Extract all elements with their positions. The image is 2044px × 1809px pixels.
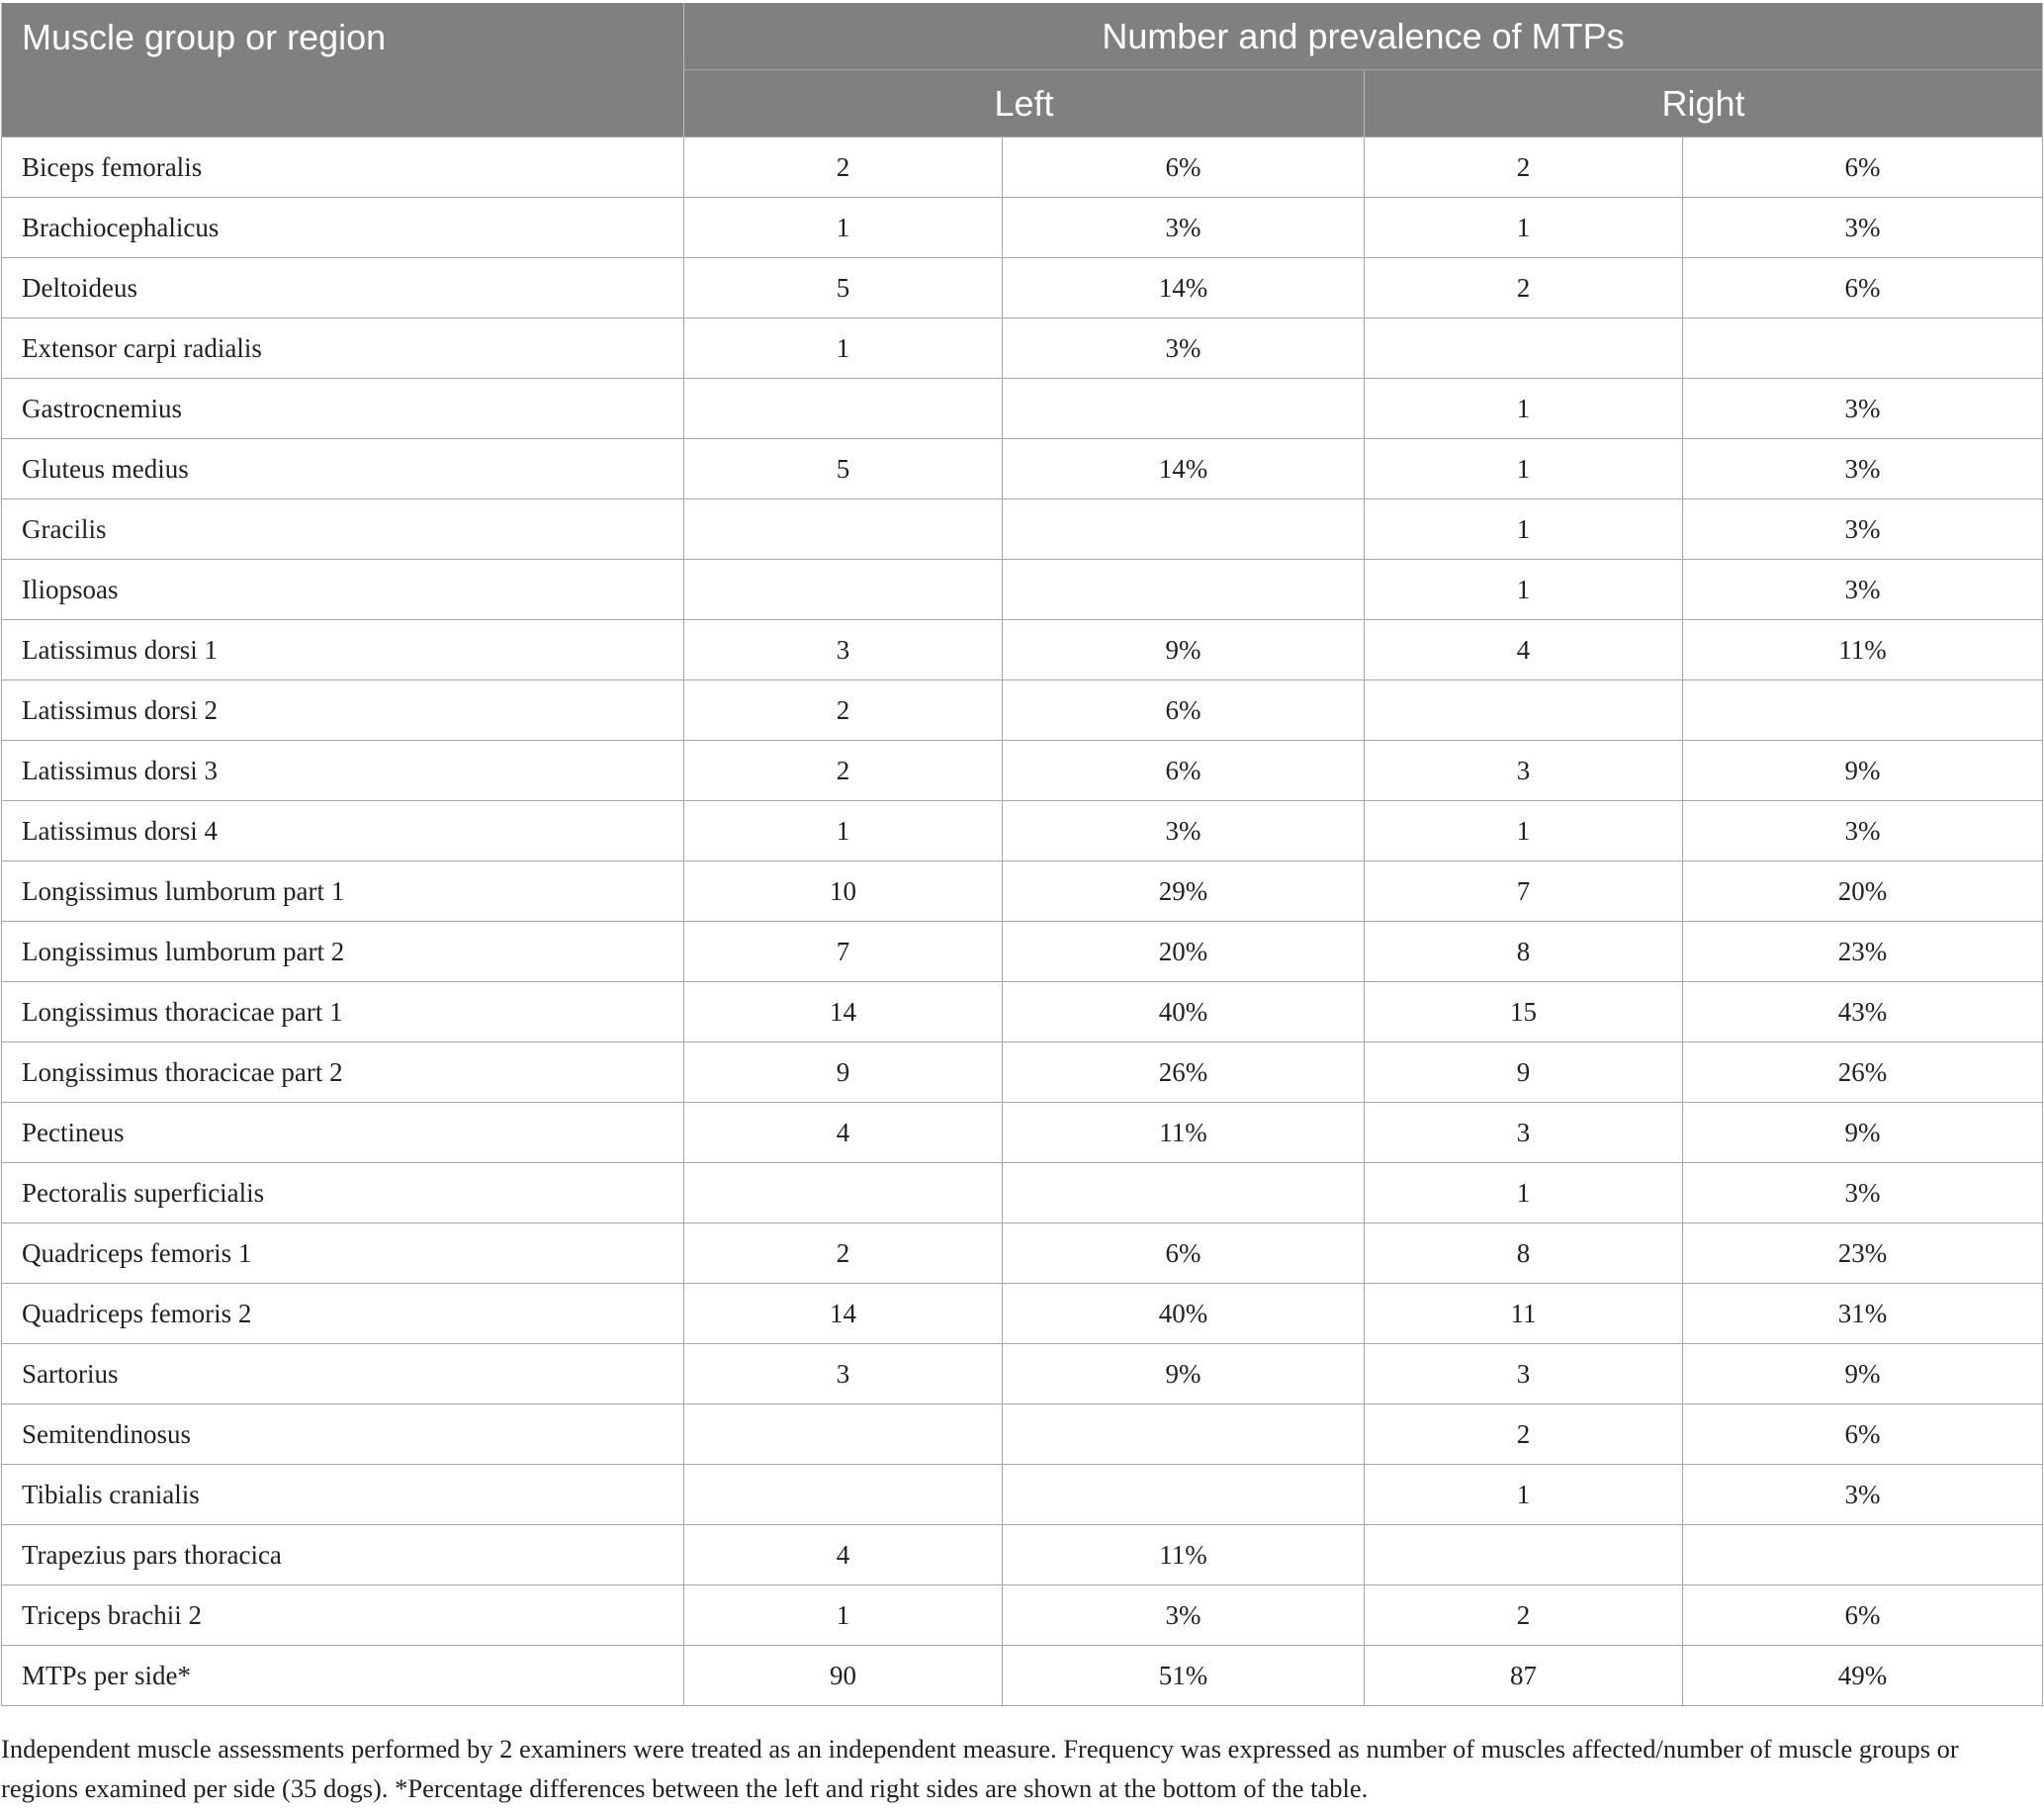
left-count-cell: 5 (684, 439, 1003, 499)
table-row (2, 198, 2043, 258)
left-percent-cell: 3% (1003, 1585, 1365, 1646)
table-row (2, 982, 2043, 1042)
table-row (2, 499, 2043, 560)
left-count-cell (684, 379, 1003, 439)
muscle-name-cell: Longissimus lumborum part 2 (2, 922, 684, 982)
right-count-cell: 9 (1365, 1042, 1683, 1103)
left-percent-cell: 14% (1003, 258, 1365, 318)
right-count-cell: 1 (1365, 1465, 1683, 1525)
left-percent-cell: 9% (1003, 1344, 1365, 1404)
left-count-cell: 14 (684, 982, 1003, 1042)
right-count-cell (1365, 1525, 1683, 1585)
left-percent-cell: 40% (1003, 1284, 1365, 1344)
right-percent-cell: 9% (1683, 1344, 2043, 1404)
right-percent-cell: 3% (1683, 198, 2043, 258)
muscle-name-cell: Latissimus dorsi 1 (2, 620, 684, 680)
muscle-name-cell: Deltoideus (2, 258, 684, 318)
left-count-cell: 7 (684, 922, 1003, 982)
right-percent-cell: 3% (1683, 560, 2043, 620)
right-percent-cell: 6% (1683, 1585, 2043, 1646)
table-row (2, 258, 2043, 318)
right-count-cell: 1 (1365, 379, 1683, 439)
left-percent-cell: 3% (1003, 198, 1365, 258)
left-count-cell (684, 1163, 1003, 1223)
left-percent-cell: 6% (1003, 137, 1365, 198)
left-count-cell (684, 1465, 1003, 1525)
table-row (2, 1223, 2043, 1284)
left-percent-cell (1003, 560, 1365, 620)
left-count-cell: 2 (684, 137, 1003, 198)
muscle-name-cell: Triceps brachii 2 (2, 1585, 684, 1646)
table-row (2, 861, 2043, 922)
left-percent-cell: 11% (1003, 1103, 1365, 1163)
muscle-name-cell: Gluteus medius (2, 439, 684, 499)
left-count-cell: 9 (684, 1042, 1003, 1103)
left-count-cell: 90 (684, 1646, 1003, 1706)
left-count-cell: 1 (684, 198, 1003, 258)
right-percent-cell: 3% (1683, 1465, 2043, 1525)
table-body (2, 137, 2043, 1706)
right-count-cell: 1 (1365, 801, 1683, 861)
table-row (2, 1103, 2043, 1163)
right-count-cell (1365, 680, 1683, 741)
left-count-cell: 1 (684, 801, 1003, 861)
muscle-name-cell: Pectineus (2, 1103, 684, 1163)
muscle-name-cell: Brachiocephalicus (2, 198, 684, 258)
right-percent-cell: 3% (1683, 1163, 2043, 1223)
table-row (2, 801, 2043, 861)
right-count-cell: 87 (1365, 1646, 1683, 1706)
table-row (2, 560, 2043, 620)
left-percent-cell (1003, 379, 1365, 439)
muscle-name-cell: Tibialis cranialis (2, 1465, 684, 1525)
muscle-name-cell: Gastrocnemius (2, 379, 684, 439)
table-row (2, 922, 2043, 982)
table-row (2, 1344, 2043, 1404)
table-row (2, 1525, 2043, 1585)
muscle-name-cell: Latissimus dorsi 3 (2, 741, 684, 801)
muscle-name-cell: Biceps femoralis (2, 137, 684, 198)
right-percent-cell: 43% (1683, 982, 2043, 1042)
left-count-cell: 10 (684, 861, 1003, 922)
right-count-cell: 1 (1365, 198, 1683, 258)
right-percent-cell: 3% (1683, 379, 2043, 439)
table-container (1, 3, 2042, 1706)
right-count-cell: 3 (1365, 1103, 1683, 1163)
muscle-name-cell: Extensor carpi radialis (2, 318, 684, 379)
right-percent-cell: 3% (1683, 499, 2043, 560)
left-count-cell: 14 (684, 1284, 1003, 1344)
right-percent-cell (1683, 680, 2043, 741)
table-row (2, 680, 2043, 741)
left-percent-cell: 6% (1003, 680, 1365, 741)
left-percent-cell: 14% (1003, 439, 1365, 499)
left-percent-cell: 40% (1003, 982, 1365, 1042)
left-percent-cell: 51% (1003, 1646, 1365, 1706)
header-muscle-group: Muscle group or region (2, 3, 684, 137)
right-percent-cell: 3% (1683, 439, 2043, 499)
left-percent-cell (1003, 499, 1365, 560)
table-row (2, 1284, 2043, 1344)
left-percent-cell: 11% (1003, 1525, 1365, 1585)
muscle-name-cell: Quadriceps femoris 1 (2, 1223, 684, 1284)
right-count-cell: 15 (1365, 982, 1683, 1042)
right-percent-cell: 6% (1683, 258, 2043, 318)
right-count-cell: 1 (1365, 560, 1683, 620)
right-percent-cell: 20% (1683, 861, 2043, 922)
muscle-name-cell: MTPs per side* (2, 1646, 684, 1706)
left-count-cell (684, 1404, 1003, 1465)
right-count-cell: 1 (1365, 499, 1683, 560)
left-count-cell: 5 (684, 258, 1003, 318)
right-percent-cell: 31% (1683, 1284, 2043, 1344)
muscle-name-cell: Gracilis (2, 499, 684, 560)
right-percent-cell: 9% (1683, 741, 2043, 801)
table-header (2, 3, 2043, 137)
right-percent-cell: 11% (1683, 620, 2043, 680)
left-count-cell (684, 499, 1003, 560)
right-count-cell: 1 (1365, 439, 1683, 499)
table-row (2, 1585, 2043, 1646)
left-count-cell: 2 (684, 741, 1003, 801)
muscle-name-cell: Latissimus dorsi 2 (2, 680, 684, 741)
left-percent-cell: 3% (1003, 318, 1365, 379)
muscle-name-cell: Longissimus lumborum part 1 (2, 861, 684, 922)
left-percent-cell (1003, 1465, 1365, 1525)
left-percent-cell: 9% (1003, 620, 1365, 680)
left-percent-cell: 20% (1003, 922, 1365, 982)
right-count-cell: 1 (1365, 1163, 1683, 1223)
left-percent-cell: 26% (1003, 1042, 1365, 1103)
table-row (2, 1404, 2043, 1465)
right-percent-cell: 49% (1683, 1646, 2043, 1706)
muscle-name-cell: Trapezius pars thoracica (2, 1525, 684, 1585)
left-percent-cell: 6% (1003, 741, 1365, 801)
right-percent-cell: 3% (1683, 801, 2043, 861)
table-row (2, 318, 2043, 379)
muscle-name-cell: Latissimus dorsi 4 (2, 801, 684, 861)
right-count-cell: 3 (1365, 741, 1683, 801)
table-row (2, 439, 2043, 499)
right-count-cell: 2 (1365, 258, 1683, 318)
total-row (2, 1646, 2043, 1706)
right-percent-cell (1683, 1525, 2043, 1585)
left-percent-cell: 6% (1003, 1223, 1365, 1284)
muscle-name-cell: Pectoralis superficialis (2, 1163, 684, 1223)
table-row (2, 1163, 2043, 1223)
right-count-cell: 7 (1365, 861, 1683, 922)
right-percent-cell: 6% (1683, 1404, 2043, 1465)
right-count-cell: 2 (1365, 137, 1683, 198)
right-count-cell: 11 (1365, 1284, 1683, 1344)
left-count-cell: 4 (684, 1525, 1003, 1585)
right-percent-cell: 6% (1683, 137, 2043, 198)
left-count-cell: 2 (684, 1223, 1003, 1284)
left-count-cell: 4 (684, 1103, 1003, 1163)
right-percent-cell: 26% (1683, 1042, 2043, 1103)
table-row (2, 1042, 2043, 1103)
left-count-cell: 1 (684, 318, 1003, 379)
right-percent-cell: 9% (1683, 1103, 2043, 1163)
left-count-cell: 2 (684, 680, 1003, 741)
left-count-cell: 1 (684, 1585, 1003, 1646)
muscle-name-cell: Semitendinosus (2, 1404, 684, 1465)
right-percent-cell (1683, 318, 2043, 379)
right-percent-cell: 23% (1683, 922, 2043, 982)
right-count-cell: 2 (1365, 1585, 1683, 1646)
header-right: Right (1365, 70, 2043, 137)
left-percent-cell (1003, 1163, 1365, 1223)
left-count-cell: 3 (684, 1344, 1003, 1404)
muscle-name-cell: Longissimus thoracicae part 2 (2, 1042, 684, 1103)
left-percent-cell (1003, 1404, 1365, 1465)
table-row (2, 620, 2043, 680)
muscle-name-cell: Sartorius (2, 1344, 684, 1404)
table-footnote: Independent muscle assessments performed by 2 examiners were treated as an independent measure. Frequency was expressed as number of muscles affected/number of muscle groups or regions examined per side (35 dogs). *Percentage differences between the left and right sides are shown at the bottom of the table. (1, 1734, 1959, 1803)
mtp-table (1, 3, 2043, 1706)
left-percent-cell: 3% (1003, 801, 1365, 861)
right-count-cell: 2 (1365, 1404, 1683, 1465)
muscle-name-cell: Longissimus thoracicae part 1 (2, 982, 684, 1042)
right-count-cell: 8 (1365, 1223, 1683, 1284)
right-count-cell: 8 (1365, 922, 1683, 982)
right-count-cell: 4 (1365, 620, 1683, 680)
left-percent-cell: 29% (1003, 861, 1365, 922)
header-left: Left (684, 70, 1365, 137)
left-count-cell (684, 560, 1003, 620)
muscle-name-cell: Quadriceps femoris 2 (2, 1284, 684, 1344)
right-percent-cell: 23% (1683, 1223, 2043, 1284)
right-count-cell (1365, 318, 1683, 379)
right-count-cell: 3 (1365, 1344, 1683, 1404)
table-row (2, 1465, 2043, 1525)
table-row (2, 137, 2043, 198)
left-count-cell: 3 (684, 620, 1003, 680)
table-row (2, 741, 2043, 801)
table-row (2, 379, 2043, 439)
header-number-prevalence: Number and prevalence of MTPs (684, 3, 2043, 70)
muscle-name-cell: Iliopsoas (2, 560, 684, 620)
